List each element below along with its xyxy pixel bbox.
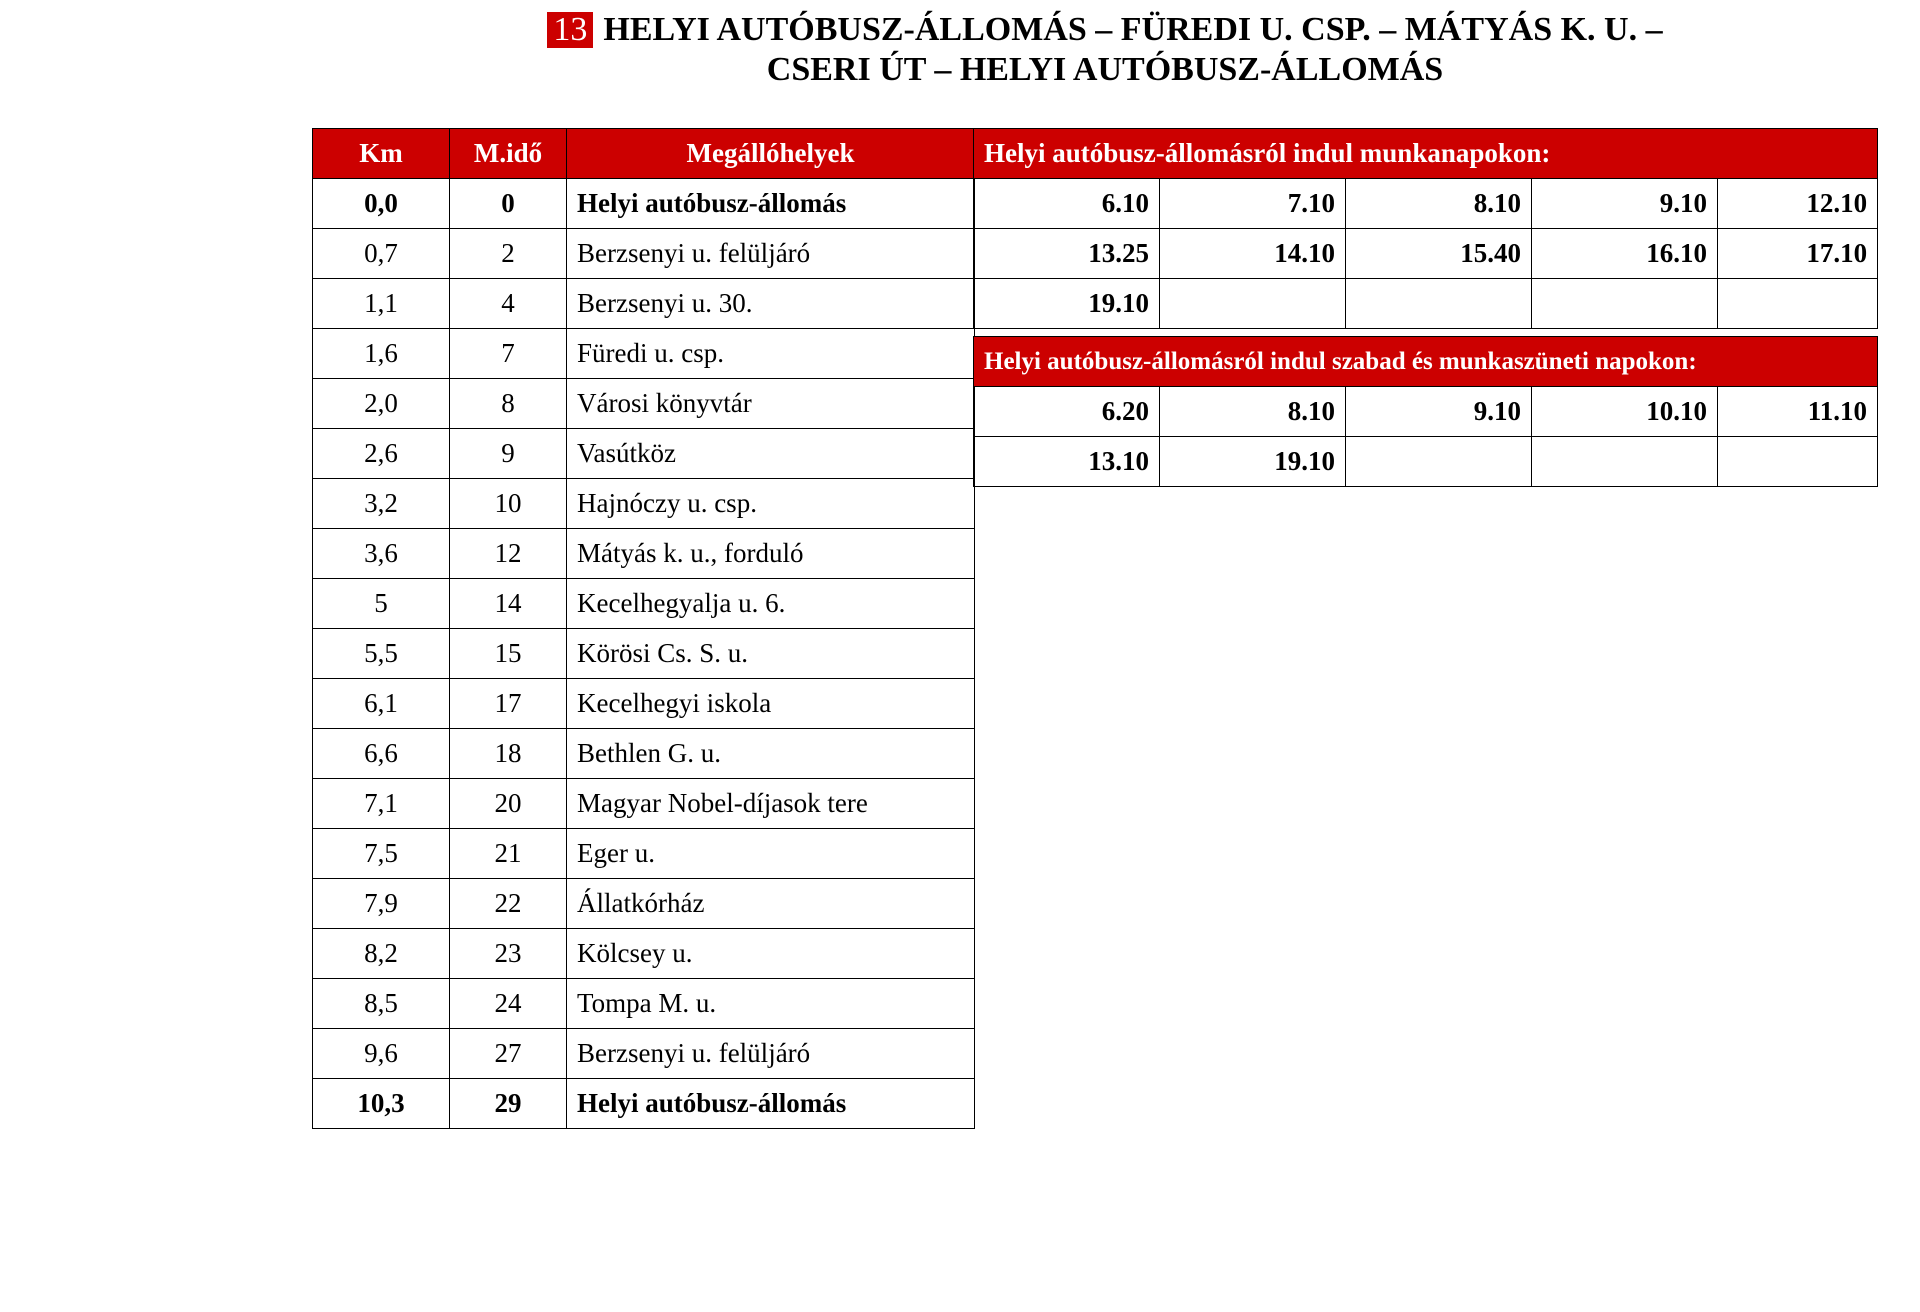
- weekday-row: [974, 179, 1878, 229]
- stop-km: 3,2: [313, 479, 450, 529]
- stop-time: 8: [450, 379, 567, 429]
- weekday-schedule-header: Helyi autóbusz-állomásról indul munkanapokon:: [974, 129, 1878, 179]
- time-header: M.idő: [450, 129, 567, 179]
- stop-row: [313, 1029, 975, 1079]
- stop-time: 15: [450, 629, 567, 679]
- holiday-departure-time: 10.10: [1532, 387, 1718, 437]
- holiday-departure-time: 6.20: [974, 387, 1160, 437]
- stop-row: [313, 229, 975, 279]
- weekday-row: [974, 229, 1878, 279]
- holiday-departure-time: 8.10: [1160, 387, 1346, 437]
- stop-time: 20: [450, 779, 567, 829]
- stop-row: [313, 429, 975, 479]
- stop-row: [313, 679, 975, 729]
- holiday-departure-time: 13.10: [974, 437, 1160, 487]
- stop-row: [313, 829, 975, 879]
- stops-header: Megállóhelyek: [567, 129, 975, 179]
- weekday-departure-time: 12.10: [1718, 179, 1878, 229]
- weekday-departure-time: 15.40: [1346, 229, 1532, 279]
- weekday-schedule-table: [973, 128, 1878, 329]
- stop-km: 8,5: [313, 979, 450, 1029]
- stop-row: [313, 779, 975, 829]
- route-title: [480, 10, 1730, 90]
- holiday-header-row: [974, 337, 1878, 387]
- weekday-departure-time: [1718, 279, 1878, 329]
- stop-time: 12: [450, 529, 567, 579]
- weekday-header-row: [974, 129, 1878, 179]
- stop-name: Helyi autóbusz-állomás: [567, 179, 975, 229]
- holiday-departure-time: [1346, 437, 1532, 487]
- stop-name: Kölcsey u.: [567, 929, 975, 979]
- stop-time: 27: [450, 1029, 567, 1079]
- stop-km: 3,6: [313, 529, 450, 579]
- stop-km: 0,7: [313, 229, 450, 279]
- stop-km: 7,5: [313, 829, 450, 879]
- stop-name: Füredi u. csp.: [567, 329, 975, 379]
- holiday-schedule-table: [973, 336, 1878, 487]
- stop-time: 0: [450, 179, 567, 229]
- stop-time: 18: [450, 729, 567, 779]
- stop-row: [313, 379, 975, 429]
- stop-name: Állatkórház: [567, 879, 975, 929]
- stop-time: 23: [450, 929, 567, 979]
- stop-name: Berzsenyi u. felüljáró: [567, 229, 975, 279]
- km-header: Km: [313, 129, 450, 179]
- holiday-row: [974, 387, 1878, 437]
- stop-km: 10,3: [313, 1079, 450, 1129]
- stop-row: [313, 579, 975, 629]
- stop-time: 10: [450, 479, 567, 529]
- stop-km: 6,6: [313, 729, 450, 779]
- stops-table: [312, 128, 975, 1129]
- holiday-departure-time: 19.10: [1160, 437, 1346, 487]
- stop-row: [313, 879, 975, 929]
- weekday-departure-time: 7.10: [1160, 179, 1346, 229]
- stop-name: Helyi autóbusz-állomás: [567, 1079, 975, 1129]
- weekday-departure-time: 16.10: [1532, 229, 1718, 279]
- stop-name: Városi könyvtár: [567, 379, 975, 429]
- holiday-schedule-header: Helyi autóbusz-állomásról indul szabad és munkaszüneti napokon:: [974, 337, 1878, 387]
- stop-name: Körösi Cs. S. u.: [567, 629, 975, 679]
- stop-time: 9: [450, 429, 567, 479]
- stop-row: [313, 279, 975, 329]
- stop-km: 6,1: [313, 679, 450, 729]
- weekday-departure-time: 13.25: [974, 229, 1160, 279]
- route-title-line-1-text: HELYI AUTÓBUSZ-ÁLLOMÁS – FÜREDI U. CSP. – MÁTYÁS K. U. –: [603, 11, 1663, 48]
- stop-name: Bethlen G. u.: [567, 729, 975, 779]
- stop-km: 1,6: [313, 329, 450, 379]
- stop-km: 1,1: [313, 279, 450, 329]
- stop-row: [313, 529, 975, 579]
- holiday-departure-time: 11.10: [1718, 387, 1878, 437]
- stop-km: 5: [313, 579, 450, 629]
- holiday-departure-time: [1532, 437, 1718, 487]
- stop-km: 5,5: [313, 629, 450, 679]
- stop-km: 2,0: [313, 379, 450, 429]
- stop-time: 21: [450, 829, 567, 879]
- weekday-departure-time: 19.10: [974, 279, 1160, 329]
- holiday-departure-time: 9.10: [1346, 387, 1532, 437]
- stop-km: 0,0: [313, 179, 450, 229]
- stop-km: 2,6: [313, 429, 450, 479]
- weekday-departure-time: [1532, 279, 1718, 329]
- stop-name: Mátyás k. u., forduló: [567, 529, 975, 579]
- stop-time: 24: [450, 979, 567, 1029]
- weekday-departure-time: 17.10: [1718, 229, 1878, 279]
- stop-time: 17: [450, 679, 567, 729]
- weekday-departure-time: [1346, 279, 1532, 329]
- weekday-row: [974, 279, 1878, 329]
- route-title-line-2: CSERI ÚT – HELYI AUTÓBUSZ-ÁLLOMÁS: [766, 51, 1444, 88]
- stop-name: Vasútköz: [567, 429, 975, 479]
- stop-name: Kecelhegyi iskola: [567, 679, 975, 729]
- weekday-departure-time: 8.10: [1346, 179, 1532, 229]
- stop-km: 7,1: [313, 779, 450, 829]
- stop-name: Hajnóczy u. csp.: [567, 479, 975, 529]
- holiday-departure-time: [1718, 437, 1878, 487]
- stop-row: [313, 329, 975, 379]
- stops-header-row: [313, 129, 975, 179]
- stop-time: 4: [450, 279, 567, 329]
- stop-time: 2: [450, 229, 567, 279]
- stop-row: [313, 929, 975, 979]
- stop-row: [313, 979, 975, 1029]
- weekday-departure-time: [1160, 279, 1346, 329]
- stop-km: 8,2: [313, 929, 450, 979]
- stop-km: 9,6: [313, 1029, 450, 1079]
- weekday-departure-time: 14.10: [1160, 229, 1346, 279]
- weekday-departure-time: 9.10: [1532, 179, 1718, 229]
- stop-row: [313, 629, 975, 679]
- stop-name: Eger u.: [567, 829, 975, 879]
- holiday-row: [974, 437, 1878, 487]
- stop-row: [313, 729, 975, 779]
- stop-row: [313, 179, 975, 229]
- stop-row: [313, 479, 975, 529]
- stop-name: Berzsenyi u. felüljáró: [567, 1029, 975, 1079]
- stop-name: Kecelhegyalja u. 6.: [567, 579, 975, 629]
- route-title-line-1: [480, 10, 1730, 50]
- route-number-badge: 13: [547, 12, 593, 48]
- stop-km: 7,9: [313, 879, 450, 929]
- stop-name: Berzsenyi u. 30.: [567, 279, 975, 329]
- stop-row: [313, 1079, 975, 1129]
- stop-time: 29: [450, 1079, 567, 1129]
- stop-time: 14: [450, 579, 567, 629]
- weekday-departure-time: 6.10: [974, 179, 1160, 229]
- stop-name: Magyar Nobel-díjasok tere: [567, 779, 975, 829]
- stop-time: 7: [450, 329, 567, 379]
- stop-name: Tompa M. u.: [567, 979, 975, 1029]
- stop-time: 22: [450, 879, 567, 929]
